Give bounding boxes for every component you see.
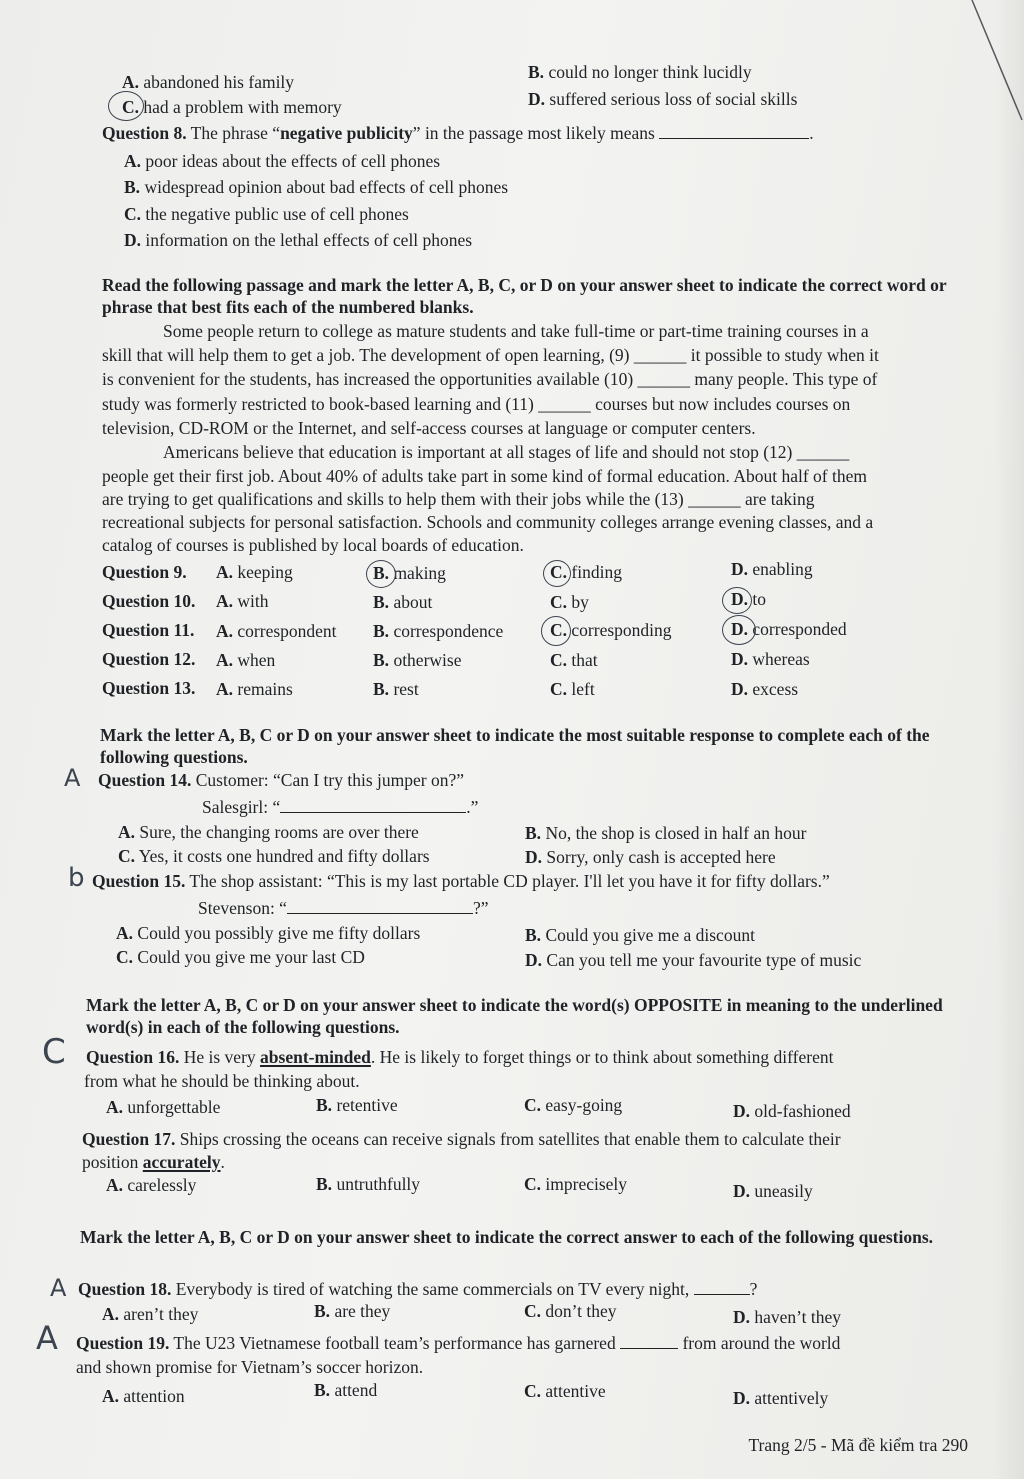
q17-underlined-word: accurately	[142, 1152, 221, 1172]
cloze-instruction: Read the following passage and mark the letter A, B, C, or D on your answer sheet to indicate the correct word or phrase that best fits each of the numbered blanks.	[102, 275, 947, 317]
q17-option-a[interactable]: A. carelessly	[106, 1175, 197, 1195]
q12-label: Question 12.	[102, 649, 196, 669]
q15-stem: Question 15. The shop assistant: “This is my last portable CD player. I'll let you have it for fifty dollars.”	[92, 871, 830, 891]
passage-p2-line1: Americans believe that education is important at all stages of life and should not stop (12) ______	[163, 442, 850, 462]
q11-label: Question 11.	[102, 620, 195, 640]
q15-option-a[interactable]: A. Could you possibly give me fifty dollars	[116, 923, 421, 943]
q16-option-a[interactable]: A. unforgettable	[106, 1097, 221, 1117]
q11-option-d[interactable]: D. corresponded	[731, 619, 847, 639]
q11-option-c[interactable]: C. corresponding	[550, 620, 672, 640]
q18-option-a[interactable]: A. aren’t they	[102, 1304, 199, 1324]
q16-underlined-word: absent-minded	[260, 1047, 371, 1067]
handwritten-mark-q19: A	[36, 1319, 58, 1357]
q10-option-c[interactable]: C. by	[550, 592, 589, 612]
q10-option-b[interactable]: B. about	[373, 592, 433, 612]
q7-option-d[interactable]: D. suffered serious loss of social skills	[528, 89, 798, 109]
q13-option-d[interactable]: D. excess	[731, 679, 799, 699]
q7-option-b[interactable]: B. could no longer think lucidly	[528, 62, 752, 82]
q16-stem-line2: from what he should be thinking about.	[84, 1071, 360, 1091]
q9-option-b[interactable]: B. making	[373, 563, 446, 583]
q14-reply: Salesgirl: “ .”	[202, 797, 479, 817]
passage-p2-line3: are trying to get qualifications and skills to help them with their jobs while the (13) ______ are taking	[102, 489, 815, 509]
handwritten-mark-q18: A	[50, 1274, 67, 1302]
passage-p2-line2: people get their first job. About 40% of adults take part in some kind of formal education. About half of them	[102, 466, 867, 486]
q8-stem: Question 8. The phrase “negative publicity” in the passage most likely means .	[102, 123, 814, 143]
q13-option-a[interactable]: A. remains	[216, 679, 293, 699]
q19-option-a[interactable]: A. attention	[102, 1386, 185, 1406]
q18-option-b[interactable]: B. are they	[314, 1301, 391, 1321]
q14-option-d[interactable]: D. Sorry, only cash is accepted here	[525, 847, 776, 867]
passage-p2-line5: catalog of courses is published by local boards of education.	[102, 535, 524, 555]
q17-option-d[interactable]: D. uneasily	[733, 1181, 813, 1201]
q17-option-b[interactable]: B. untruthfully	[316, 1174, 421, 1194]
q14-stem: Question 14. Customer: “Can I try this jumper on?”	[98, 770, 465, 790]
q17-option-c[interactable]: C. imprecisely	[524, 1174, 628, 1194]
q7-option-a[interactable]: A. abandoned his family	[122, 72, 295, 92]
q8-option-a[interactable]: A. poor ideas about the effects of cell phones	[124, 151, 441, 171]
q16-stem: Question 16. He is very absent-minded. He is likely to forget things or to think about something different	[86, 1047, 834, 1067]
q19-stem-line2: and shown promise for Vietnam’s soccer horizon.	[76, 1357, 424, 1377]
q13-option-b[interactable]: B. rest	[373, 679, 419, 699]
q19-option-d[interactable]: D. attentively	[733, 1388, 829, 1408]
q18-option-d[interactable]: D. haven’t they	[733, 1307, 842, 1327]
passage-p1-line3: is convenient for the students, has increased the opportunities available (10) ______ many people. This type of	[102, 369, 878, 389]
q14-option-c[interactable]: C. Yes, it costs one hundred and fifty dollars	[118, 846, 430, 866]
q17-stem-line2: position accurately.	[82, 1152, 225, 1172]
opposite-instruction: Mark the letter A, B, C or D on your answer sheet to indicate the word(s) OPPOSITE in meaning to the underlined word(s) in each of the following questions.	[86, 995, 943, 1037]
q9-option-d[interactable]: D. enabling	[731, 559, 813, 579]
q13-option-c[interactable]: C. left	[550, 679, 595, 699]
q9-option-a[interactable]: A. keeping	[216, 562, 293, 582]
page-footer: Trang 2/5 - Mã đề kiểm tra 290	[748, 1435, 968, 1455]
correct-instruction: Mark the letter A, B, C or D on your answer sheet to indicate the correct answer to each of the following questions.	[80, 1227, 934, 1247]
q12-option-b[interactable]: B. otherwise	[373, 650, 462, 670]
passage-p1-line2: skill that will help them to get a job. The development of open learning, (9) ______ it possible to study when it	[102, 345, 879, 365]
passage-p1-line5: television, CD-ROM or the Internet, and self-access courses at language or computer centers.	[102, 418, 756, 438]
q12-option-a[interactable]: A. when	[216, 650, 276, 670]
q18-stem: Question 18. Everybody is tired of watching the same commercials on TV every night, ?	[78, 1279, 758, 1299]
dialog-instruction: Mark the letter A, B, C or D on your answer sheet to indicate the most suitable response to complete each of the following questions.	[100, 725, 930, 767]
q10-option-d[interactable]: D. to	[731, 589, 767, 609]
q17-stem: Question 17. Ships crossing the oceans can receive signals from satellites that enable them to calculate their	[82, 1129, 841, 1149]
q12-option-d[interactable]: D. whereas	[731, 649, 810, 669]
q19-stem: Question 19. The U23 Vietnamese football team’s performance has garnered from around the world	[76, 1333, 841, 1353]
passage-p2-line4: recreational subjects for personal satisfaction. Schools and community colleges arrange evening classes, and a	[102, 512, 874, 532]
q11-option-a[interactable]: A. correspondent	[216, 621, 337, 641]
q13-label: Question 13.	[102, 678, 196, 698]
q14-option-a[interactable]: A. Sure, the changing rooms are over there	[118, 822, 419, 842]
q19-option-b[interactable]: B. attend	[314, 1380, 378, 1400]
q19-option-c[interactable]: C. attentive	[524, 1381, 606, 1401]
q15-option-b[interactable]: B. Could you give me a discount	[525, 925, 755, 945]
q9-label: Question 9.	[102, 562, 187, 582]
handwritten-mark-q14: A	[64, 764, 81, 792]
q10-option-a[interactable]: A. with	[216, 591, 269, 611]
q15-reply: Stevenson: “ ?”	[198, 898, 489, 918]
passage-p1-line1: Some people return to college as mature students and take full-time or part-time training courses in a	[163, 321, 869, 341]
q9-option-c[interactable]: C. finding	[550, 562, 622, 582]
passage-p1-line4: study was formerly restricted to book-based learning and (11) ______ courses but now includes courses on	[102, 394, 851, 414]
q11-option-b[interactable]: B. correspondence	[373, 621, 504, 641]
handwritten-mark-q16: C	[42, 1032, 66, 1072]
q14-option-b[interactable]: B. No, the shop is closed in half an hour	[525, 823, 807, 843]
q10-label: Question 10.	[102, 591, 196, 611]
handwritten-mark-q15: b	[68, 863, 85, 893]
q18-option-c[interactable]: C. don’t they	[524, 1301, 617, 1321]
q7-option-c[interactable]: C. had a problem with memory	[122, 97, 342, 117]
q16-option-c[interactable]: C. easy-going	[524, 1095, 623, 1115]
q12-option-c[interactable]: C. that	[550, 650, 598, 670]
q15-option-d[interactable]: D. Can you tell me your favourite type of music	[525, 950, 862, 970]
q8-option-d[interactable]: D. information on the lethal effects of cell phones	[124, 230, 473, 250]
q16-option-d[interactable]: D. old-fashioned	[733, 1101, 851, 1121]
q8-option-c[interactable]: C. the negative public use of cell phones	[124, 204, 409, 224]
q15-option-c[interactable]: C. Could you give me your last CD	[116, 947, 365, 967]
q16-option-b[interactable]: B. retentive	[316, 1095, 398, 1115]
q8-option-b[interactable]: B. widespread opinion about bad effects of cell phones	[124, 177, 509, 197]
